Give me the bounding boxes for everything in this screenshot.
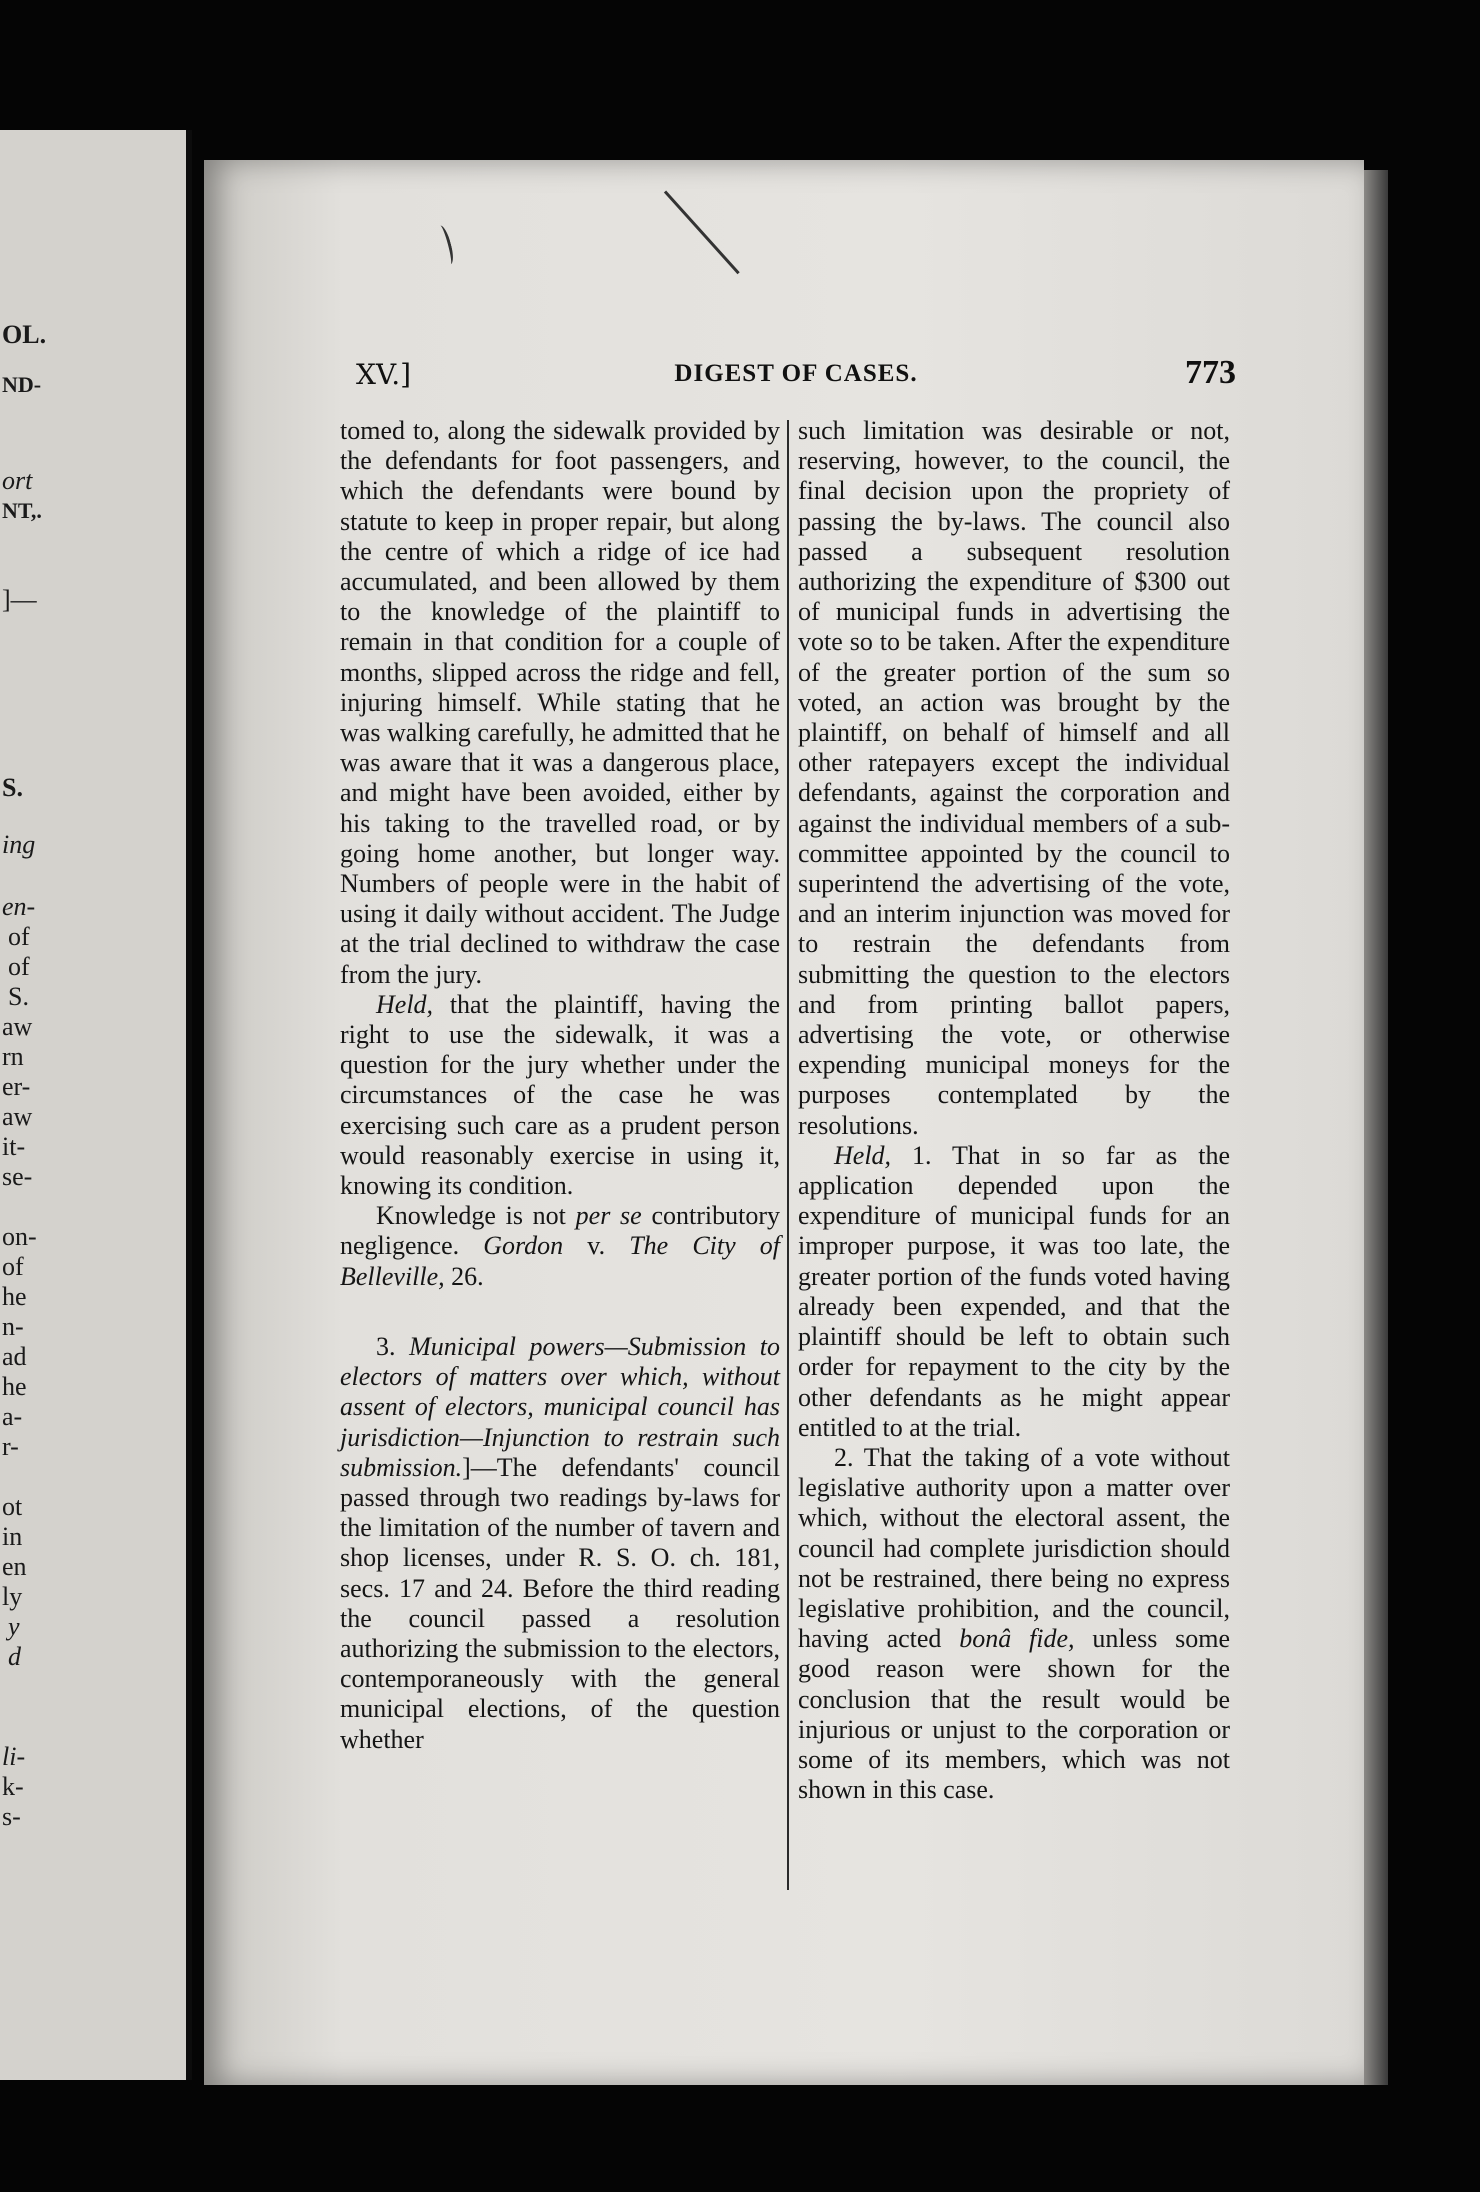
held-lead: Held, [376,989,434,1019]
running-header [356,354,1236,398]
facing-page-text: S. [2,773,23,802]
facing-page-text: a- [2,1402,23,1431]
left-column [340,416,780,1755]
column-divider [787,420,789,1890]
italic-run: per se [575,1201,642,1231]
facing-page-text: of [8,922,30,951]
held-lead: Held, [834,1140,892,1170]
facing-page-text: y [8,1612,20,1641]
facing-page-text: en [2,1552,27,1581]
facing-page-text: s- [2,1802,21,1831]
text-run: v. [563,1231,630,1261]
page-title: DIGEST OF CASES. [674,360,918,387]
italic-run: bonâ fide, [959,1624,1075,1654]
facing-page-text: n- [2,1312,24,1341]
facing-page-text: NT,. [2,498,42,523]
facing-page-text: ]— [2,585,37,614]
facing-page-text: aw [2,1012,33,1041]
facing-page-text: ad [2,1342,27,1371]
paragraph: tomed to, along the sidewalk provided by the defendants for foot passengers, and which the defendants were bound by statute to keep in proper repair, but along the centre of which a ridge of ice had accumulated, and been allowed by them to the knowledge of the plaintiff to remain in that condition for a couple of months, slipped across the ridge and fell, injuring himself. While stating that he was walking carefully, he admitted that he was aware that it was a dangerous place, and might have been avoided, either by his taking to the travelled road, or by going home another, but longer way. Numbers of people were in the habit of using it daily without accident. The Judge at the trial declined to withdraw the case from the jury. [340,416,780,989]
knowledge-paragraph [340,1201,780,1292]
facing-page-text: of [8,952,30,981]
text-run: 26. [444,1261,484,1291]
facing-page-fragment [0,130,192,2080]
facing-page-text: d [8,1642,21,1671]
facing-page-text: he [2,1282,27,1311]
held-text: 1. That in so far as the application depended upon the expenditure of municipal funds for an improper purpose, it was too late, the greater portion of the funds voted having already been expended, and that the plaintiff should be left to obtain such order for repayment to the city by the other defendants as he might appear entitled to at the trial. [798,1140,1230,1442]
facing-page-text: on- [2,1222,37,1251]
facing-page-text: r- [2,1432,19,1461]
facing-page-text: in [2,1522,23,1551]
facing-page-text: it- [2,1132,26,1161]
facing-page-text: ly [2,1582,23,1611]
facing-page-text: S. [8,982,29,1011]
facing-page-text: aw [2,1102,33,1131]
facing-page-text: OL. [2,320,47,349]
headnote-text: ]—The defendants' council passed through two readings by-laws for the limitation of the number of tavern and shop licenses, under R. S. O. ch. 181, secs. 17 and 24. Before the third reading the council passed a resolution authorizing the submission to the electors, contemporaneously with the general municipal elections, of the question whether [340,1452,780,1754]
facing-page-text: se- [2,1162,33,1191]
facing-page-text: er- [2,1072,31,1101]
text-run: 2. That the taking of a vote without legislative authority upon a matter over which, without the electoral assent, the council had complete jurisdiction should not be restrained, there being no express legislative prohibition, and the council, having acted [798,1442,1230,1654]
page-edge [1364,170,1388,2085]
facing-page-text: he [2,1372,27,1401]
held-paragraph [340,990,780,1201]
headnote-heading: Municipal powers—Submission to electors of matters over which, without assent of electors, municipal council has jurisdiction—Injunction to restrain such submission. [340,1331,781,1482]
text-run: contributory negligence. [340,1201,780,1261]
spacer [340,1292,780,1332]
facing-page-text: en- [2,892,36,921]
facing-page-text: ot [2,1492,23,1521]
facing-page-text: ND- [2,372,42,397]
headnote-number: 3. [376,1331,410,1361]
paragraph: such limitation was desirable or not, reserving, however, to the council, the final decision upon the propriety of passing the by-laws. The council also passed a subsequent resolution authorizing the expenditure of $300 out of municipal funds in advertising the vote so to be taken. After the expenditure of the greater portion of the sum so voted, an action was brought by the plaintiff, on behalf of himself and all other ratepayers except the individual defendants, against the corporation and against the individual members of a sub-committee appointed by the council to superintend the advertising of the vote, and an interim injunction was moved for to restrain the defendants from submitting the question to the electors and from printing ballot papers, advertising the vote, or otherwise expending municipal moneys for the purposes contemplated by the resolutions. [798,416,1230,1140]
facing-page-text: ing [2,830,36,859]
case-name: The City of Belleville, [340,1231,781,1291]
facing-page-text: rn [2,1042,24,1071]
text-run: Knowledge is not [376,1201,576,1231]
facing-page-text: of [2,1252,24,1281]
facing-page-text: k- [2,1772,24,1801]
case-name: Gordon [483,1231,564,1261]
headnote-paragraph [340,1332,780,1755]
facing-page-text: ort [2,466,33,495]
right-column [798,416,1230,1805]
held-paragraph [798,1141,1230,1443]
text-run: unless some good reason were shown for the conclusion that the result would be injurious or unjust to the corporation or some of its members, which was not shown in this case. [798,1624,1230,1805]
section-label: XV.] [356,358,412,391]
point-paragraph [798,1443,1230,1805]
held-text: that the plaintiff, having the right to use the sidewalk, it was a question for the jury whether under the circumstances of the case he was exercising such care as a prudent person would reasonably exercise in using it, knowing its condition. [340,989,780,1201]
page-number: 773 [1185,354,1236,391]
facing-page-text: li- [2,1742,26,1771]
